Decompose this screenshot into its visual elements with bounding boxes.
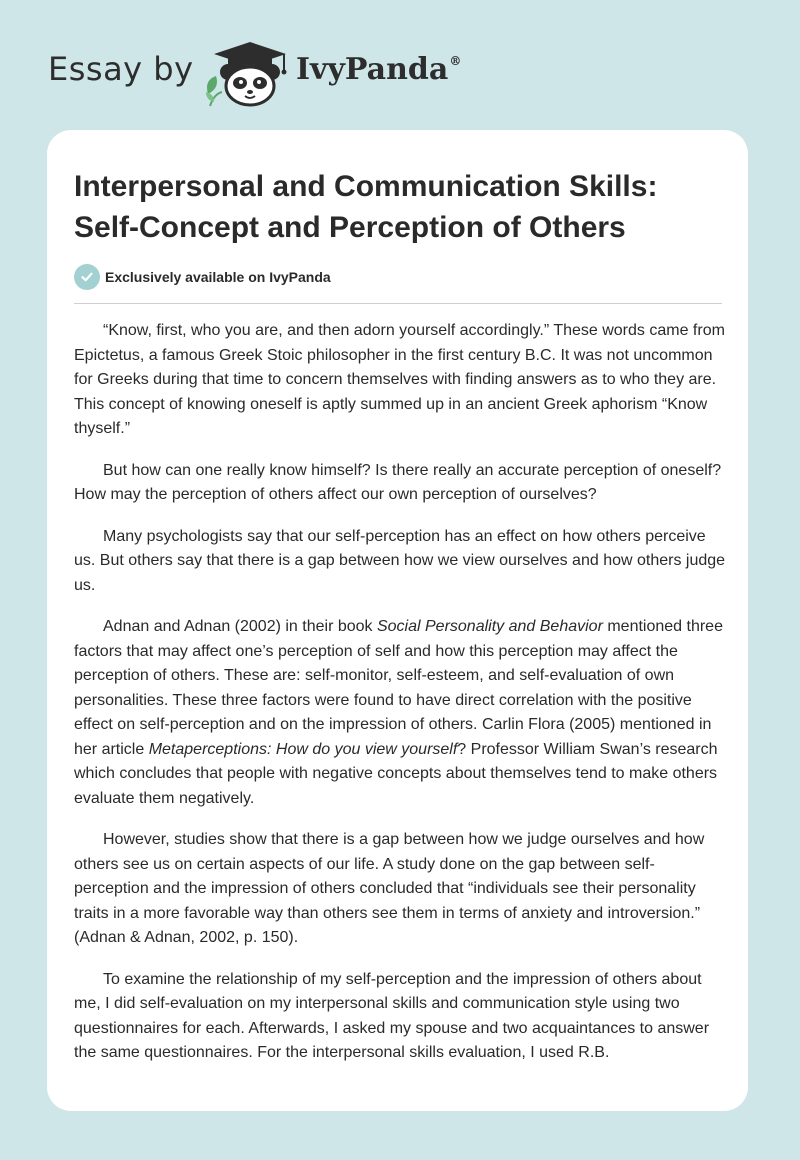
essay-card bbox=[47, 130, 748, 1111]
check-icon bbox=[74, 264, 100, 290]
exclusive-badge bbox=[74, 264, 331, 290]
brand-name[interactable] bbox=[296, 52, 461, 87]
title-line-2: Self-Concept and Perception of Others bbox=[74, 211, 626, 244]
brand-name-text[interactable]: IvyPanda bbox=[296, 52, 449, 87]
paragraph-6: To examine the relationship of my self-perception and the impression of others about me, I did self-evaluation on my interpersonal skills and communication style using two questionnaires for each. Afterwards, I asked my spouse and two acquaintances to answer the same questionnaires. For the interpersonal skills evaluation, I used R.B. bbox=[74, 970, 710, 1061]
paragraph-3: Many psychologists say that our self-perception has an effect on how others perceive us. But others say that there is a gap between how we view ourselves and how others judge us. bbox=[74, 527, 726, 594]
paragraph-4-text-c: ? Professor William Swan’s research which concludes that people with negative concepts about themselves tend to make others evaluate them negatively. bbox=[74, 740, 718, 807]
paragraph-1: “Know, first, who you are, and then adorn yourself accordingly.” These words came from Epictetus, a famous Greek Stoic philosopher in the first century B.C. It was not uncommon for Greeks during that time to concern themselves with finding answers as to who they are. This concept of knowing oneself is aptly summed up in an ancient Greek aphorism “Know thyself.” bbox=[74, 322, 725, 437]
exclusive-label: Exclusively available on IvyPanda bbox=[105, 269, 331, 285]
registered-mark: ® bbox=[449, 54, 462, 68]
brand-prefix: Essay by bbox=[48, 50, 194, 88]
paragraph-5: However, studies show that there is a gap between how we judge ourselves and how others see us on certain aspects of our life. A study done on the gap between self-perception and the impression of others concluded that “individuals see their personality traits in a more favorable way than others see them in terms of anxiety and introversion.” (Adnan & Adnan, 2002, p. 150). bbox=[74, 831, 705, 946]
site-header bbox=[0, 0, 800, 130]
paragraph-4-text-b: mentioned three factors that may affect one’s perception of self and how this perception may affect the perception of others. These are: self-monitor, self-esteem, and self-evaluation of own personalities. These three factors were found to have direct correlation with the positive effect on self-perception and on the impression of others. Carlin Flora (2005) mentioned in her article bbox=[74, 618, 723, 758]
paragraph-2: But how can one really know himself? Is there really an accurate perception of oneself? How may the perception of others affect our own perception of ourselves? bbox=[74, 461, 722, 503]
page-title bbox=[74, 166, 734, 248]
book-title: Social Personality and Behavior bbox=[376, 618, 603, 635]
essay-body bbox=[74, 319, 726, 1083]
paragraph-4 bbox=[74, 615, 726, 811]
divider bbox=[74, 303, 722, 304]
title-line-1: Interpersonal and Communication Skills: bbox=[74, 170, 658, 203]
article-title: Metaperceptions: How do you view yourself bbox=[148, 740, 458, 758]
panda-graduate-icon[interactable] bbox=[200, 36, 296, 108]
paragraph-4-text-a: Adnan and Adnan (2002) in their book bbox=[103, 618, 377, 635]
